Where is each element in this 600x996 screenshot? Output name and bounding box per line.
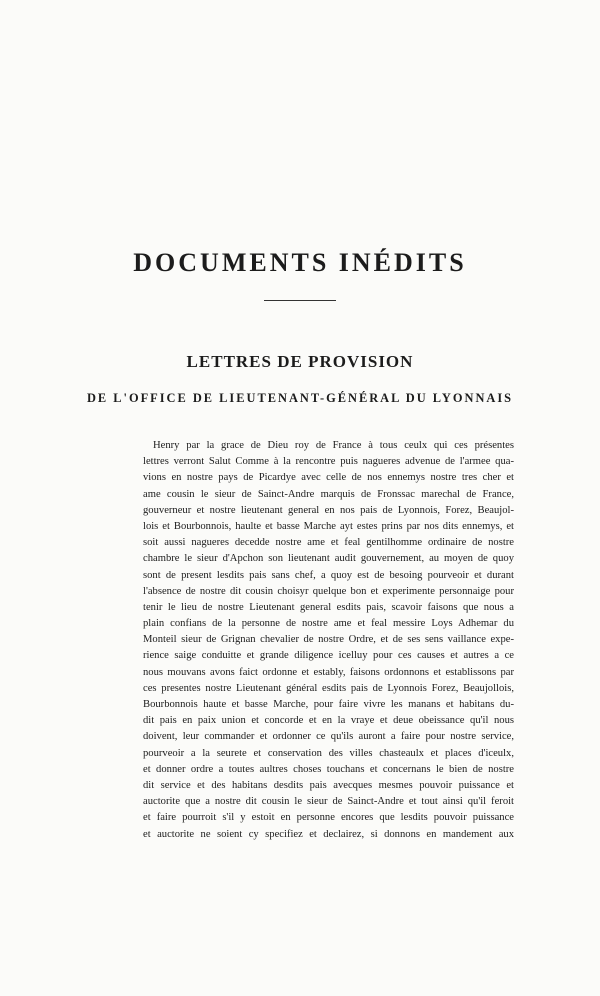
body-text xyxy=(143,438,514,843)
title-divider xyxy=(264,300,336,301)
section-title: LETTRES DE PROVISION xyxy=(186,352,414,371)
text-line: l'absence de nostre dit cousin choisyr quelque bon et experimente personnaige pour xyxy=(143,585,514,597)
text-line: tenir le lieu de nostre Lieutenant general esdits pais, scavoir faisons que nous a xyxy=(143,601,514,613)
page-title: DOCUMENTS INÉDITS xyxy=(133,248,467,277)
text-line: nous mouvans avons faict ordonne et estably, faisons ordonnons et establissons par xyxy=(143,666,514,678)
text-line: gouverneur et nostre lieutenant general en nos pais de Lyonnois, Forez, Beaujol- xyxy=(143,504,514,516)
text-line: doivent, leur commander et ordonner ce qu'ils auront a faire pour nostre service, xyxy=(143,731,514,743)
text-line: auctorite que a nostre dit cousin le sieur de Sainct-Andre et tout ainsi qu'il feroit xyxy=(143,796,514,808)
text-line: lettres verront Salut Comme à la rencontre puis nagueres advenue de l'armee qua- xyxy=(143,456,514,468)
text-line: lois et Bourbonnois, haulte et basse Marche ayt estes prins par nos dits ennemys, et xyxy=(143,520,514,532)
text-line: Henry par la grace de Dieu roy de France à tous ceulx qui ces présentes xyxy=(153,440,514,451)
text-line: dit pais en paix union et concorde et en la vraye et deue obeissance qu'il nous xyxy=(143,715,514,727)
text-line: Monteil sieur de Grignan chevalier de nostre Ordre, et de ses sens vaillance expe- xyxy=(143,634,514,646)
text-line: ame cousin le sieur de Sainct-Andre marquis de Fronssac marechal de France, xyxy=(143,488,514,500)
text-line: dit service et des habitans desdits pais avecques mesmes pouvoir puissance et xyxy=(143,779,514,791)
text-line: vions en nostre pays de Picardye avec celle de nos ennemys nostre tres cher et xyxy=(143,472,514,484)
text-line: sont de present lesdits pais sans chef, a quoy est de besoing pourveoir et durant xyxy=(143,569,514,581)
text-line: rience saige conduitte et grande diligence icelluy pour ces causes et autres a ce xyxy=(143,650,514,662)
text-line: et auctorite ne soient cy specifiez et declairez, si donnons en mandement aux xyxy=(143,828,514,840)
text-line: et donner ordre a toutes aultres choses touchans et concernans le bien de nostre xyxy=(143,763,514,775)
text-line: soit aussi nagueres decedde nostre ame et feal gentilhomme ordinaire de nostre xyxy=(143,537,514,549)
text-line: pourveoir a la seurete et conservation des villes chasteaulx et places d'iceulx, xyxy=(143,747,514,759)
text-line: et faire pourroit s'il y estoit en personne encores que lesdits pouvoir puissance xyxy=(143,812,514,824)
text-line: chambre le sieur d'Apchon son lieutenant audit gouvernement, au moyen de quoy xyxy=(143,553,514,565)
text-line: Bourbonnois haute et basse Marche, pour faire vivre les manans et habitans du- xyxy=(143,699,514,710)
text-line: plain confians de la personne de nostre ame et feal messire Loys Adhemar du xyxy=(143,618,514,630)
text-line: ces presentes nostre Lieutenant général esdits pais de Lyonnois Forez, Beaujollois, xyxy=(143,682,514,694)
section-subtitle: DE L'OFFICE DE LIEUTENANT-GÉNÉRAL DU LYONNAIS xyxy=(86,391,514,405)
